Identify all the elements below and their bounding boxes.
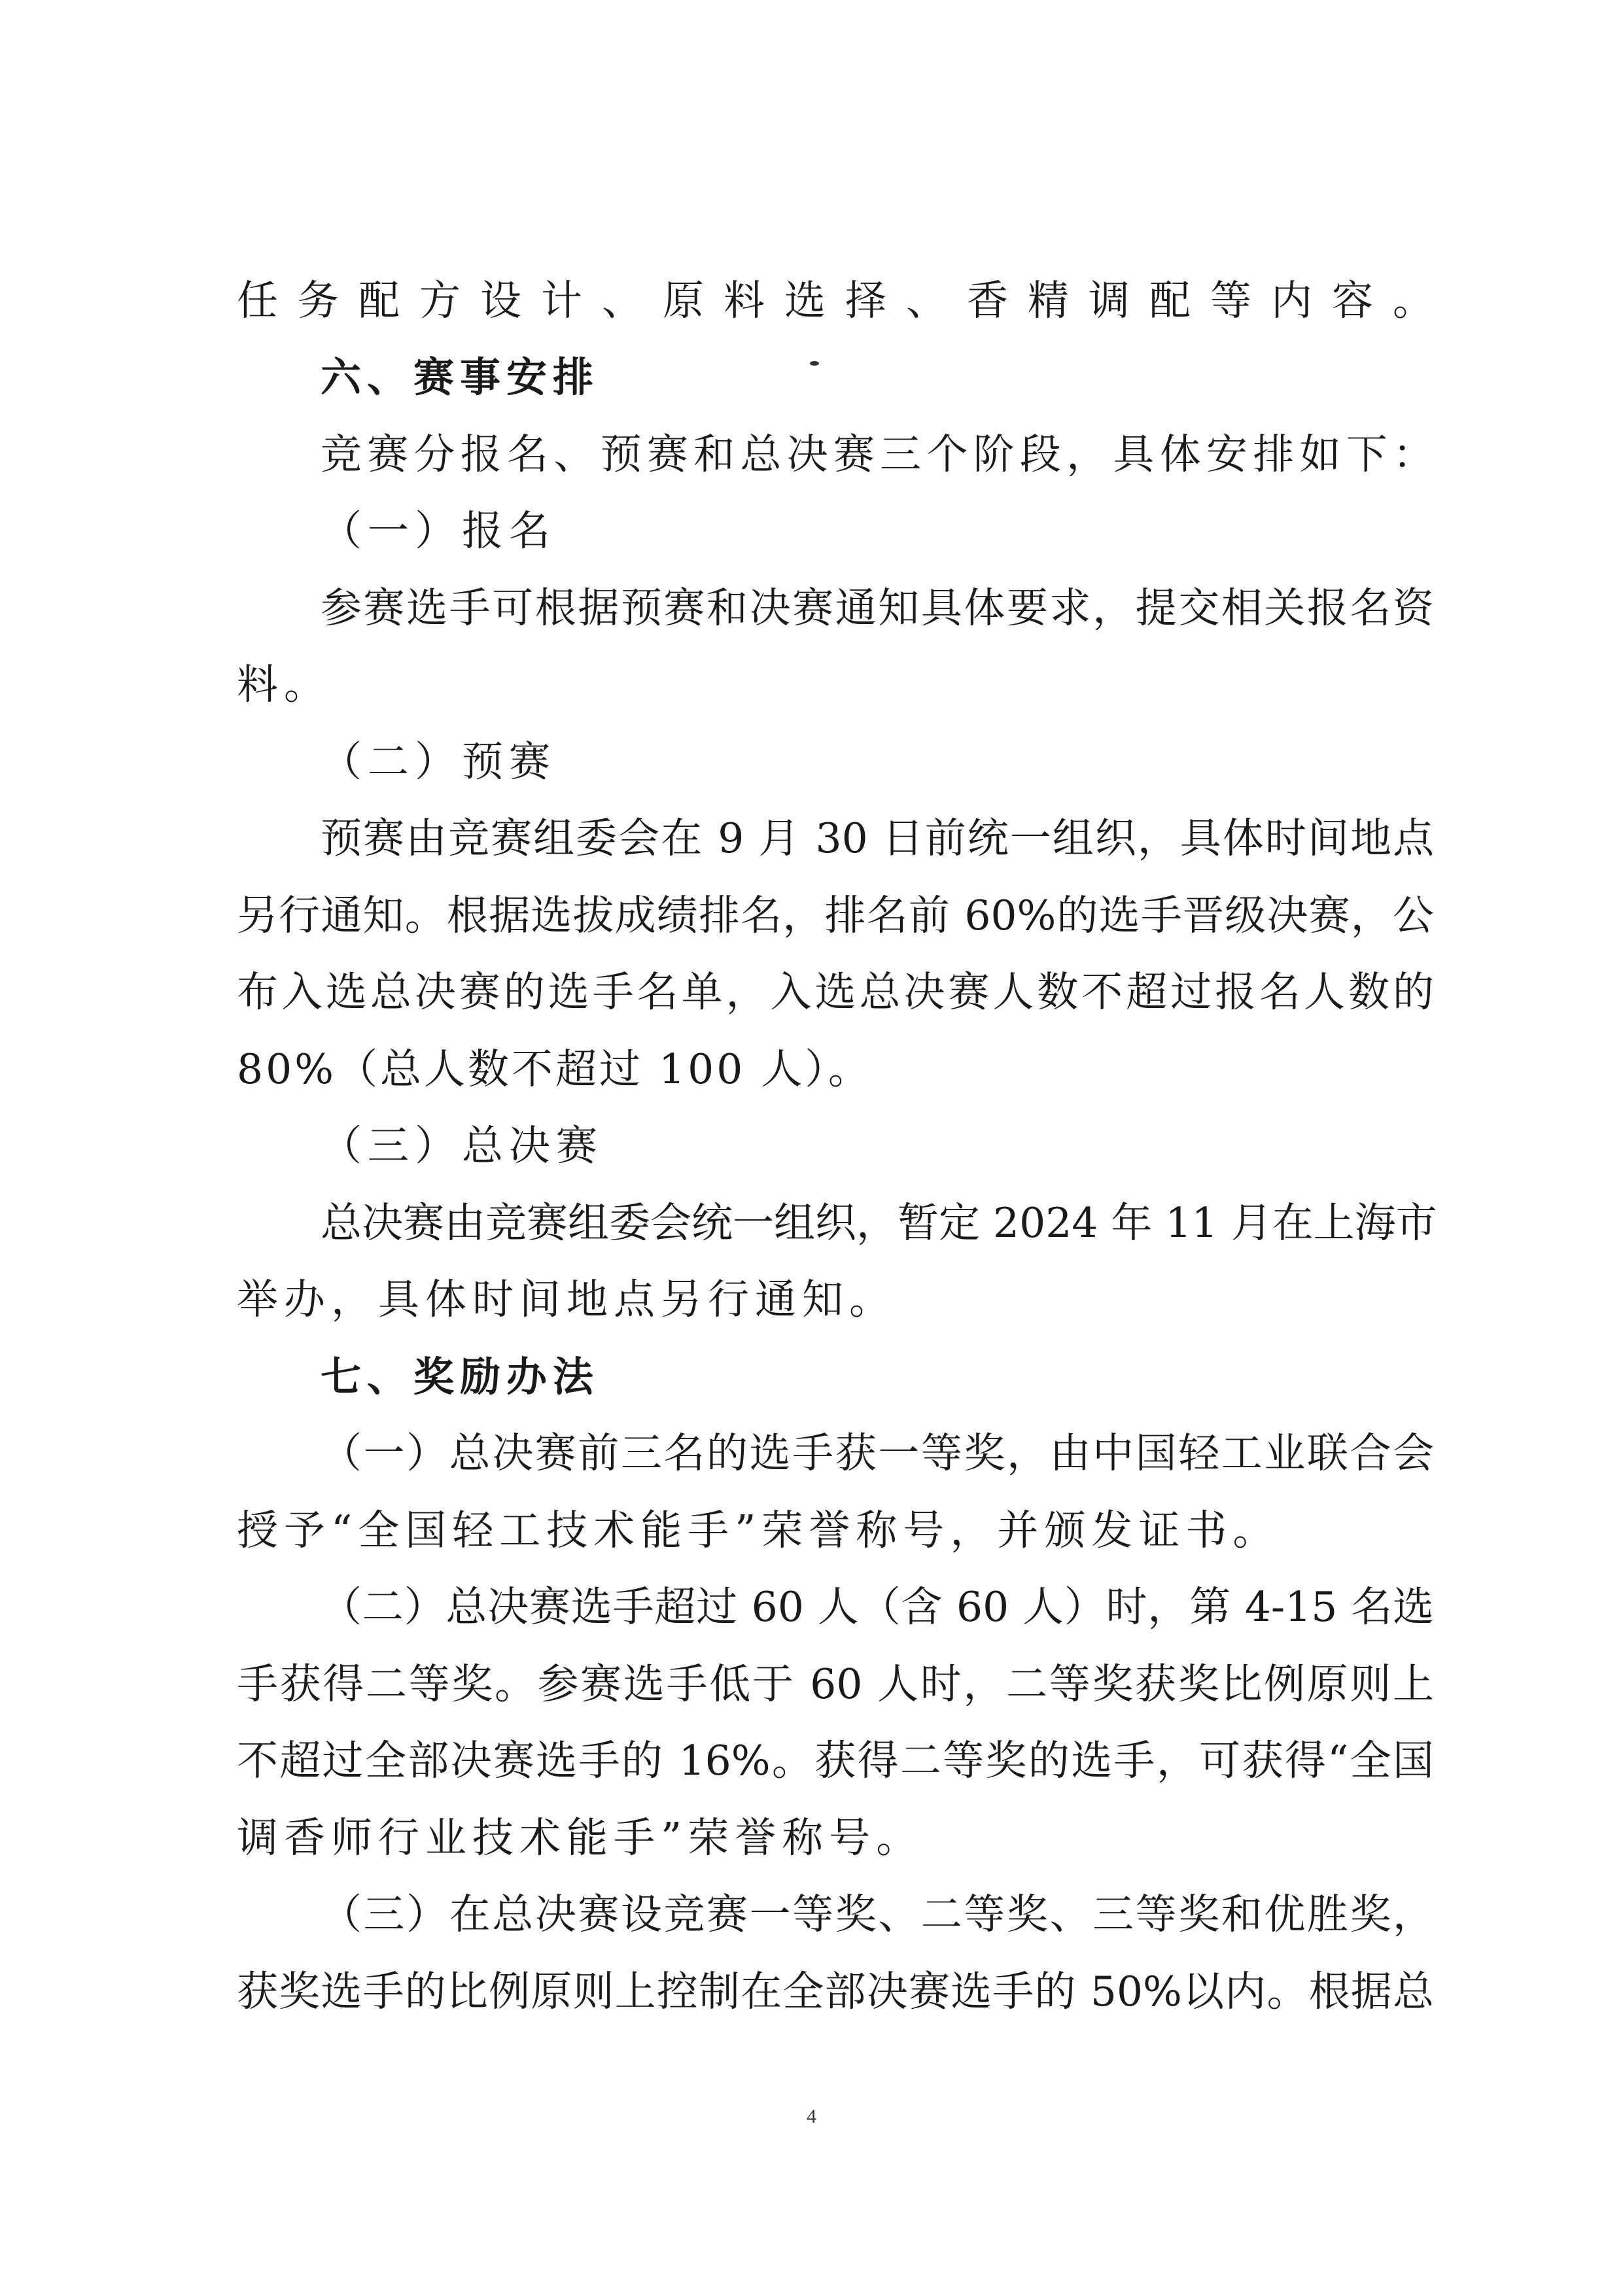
paragraph-line: 预赛由竞赛组委会在 9 月 30 日前统一组织，具体时间地点 xyxy=(321,814,1434,862)
subsection-heading-final: （三）总决赛 xyxy=(321,1122,603,1170)
section-heading-awards: 七、奖励办法 xyxy=(321,1353,600,1400)
paragraph-line: 不超过全部决赛选手的 16%。获得二等奖的选手，可获得“全国 xyxy=(237,1737,1434,1784)
paragraph-line: （二）总决赛选手超过 60 人（含 60 人）时，第 4-15 名选 xyxy=(321,1583,1434,1631)
paragraph-line: 80%（总人数不超过 100 人）。 xyxy=(237,1045,872,1093)
paragraph-line: 授予“全国轻工技术能手”荣誉称号，并颁发证书。 xyxy=(237,1506,1280,1554)
paragraph-line: （一）总决赛前三名的选手获一等奖，由中国轻工业联合会 xyxy=(321,1429,1434,1477)
paragraph-line: 手获得二等奖。参赛选手低于 60 人时，二等奖获奖比例原则上 xyxy=(237,1660,1434,1708)
paragraph-line: 调香师行业技术能手”荣誉称号。 xyxy=(237,1814,924,1862)
paragraph-line: 总决赛由竞赛组委会统一组织，暂定 2024 年 11 月在上海市 xyxy=(321,1199,1437,1247)
page-number: 4 xyxy=(807,2106,816,2127)
paragraph-line: 获奖选手的比例原则上控制在全部决赛选手的 50%以内。根据总 xyxy=(237,1968,1434,2015)
paragraph-line: 任务配方设计、原料选择、香精调配等内容。 xyxy=(237,277,1434,324)
paragraph-line: （三）在总决赛设竞赛一等奖、二等奖、三等奖和优胜奖， xyxy=(321,1890,1434,1938)
scan-speck xyxy=(810,361,819,366)
paragraph-line: 竞赛分报名、预赛和总决赛三个阶段，具体安排如下： xyxy=(321,430,1434,478)
paragraph-line: 另行通知。根据选拔成绩排名，排名前 60%的选手晋级决赛，公 xyxy=(237,892,1434,939)
paragraph-line: 料。 xyxy=(237,661,331,708)
paragraph-line: 布入选总决赛的选手名单，入选总决赛人数不超过报名人数的 xyxy=(237,968,1434,1016)
section-heading-schedule: 六、赛事安排 xyxy=(321,353,600,401)
subsection-heading-preliminary: （二）预赛 xyxy=(321,738,556,786)
subsection-heading-registration: （一）报名 xyxy=(321,507,556,555)
paragraph-line: 参赛选手可根据预赛和决赛通知具体要求，提交相关报名资 xyxy=(321,584,1434,632)
paragraph-line: 举办，具体时间地点另行通知。 xyxy=(237,1276,896,1323)
